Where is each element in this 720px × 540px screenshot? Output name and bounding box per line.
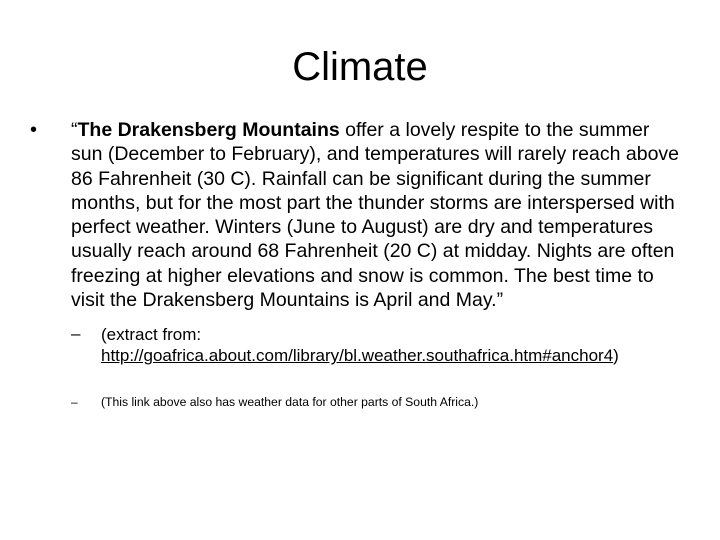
quote-open: “ — [71, 119, 78, 141]
slide-title: Climate — [292, 45, 428, 89]
source-subbullet — [30, 324, 680, 366]
bullet-marker: • — [30, 119, 38, 141]
bullet-text — [71, 118, 680, 312]
source-text — [101, 324, 680, 366]
source-suffix: ) — [613, 346, 619, 366]
main-bullet — [30, 118, 680, 312]
bullet-block — [30, 118, 680, 410]
source-link[interactable]: http://goafrica.about.com/library/bl.weather.southafrica.htm#anchor4 — [101, 346, 614, 366]
note-bullet-marker: – — [71, 395, 78, 410]
bold-lead: The Drakensberg Mountains — [77, 119, 340, 141]
sub-bullet-marker: – — [71, 324, 81, 344]
note-subbullet — [30, 394, 680, 410]
bullet-body: offer a lovely respite to the summer sun (December to February), and temperatures will rarely reach above 86 Fahrenheit (30 C). Rainfall can be significant during the summer months, but for the most part the thunder storms are interspersed with perfect weather. Winters (June to August) are dry and temperatures usually reach around 68 Fahrenheit (20 C) at midday. Nights are often freezing at higher elevations and snow is common. The best time to visit the Drakensberg Mountains is April and May.” — [71, 119, 680, 312]
note-text: (This link above also has weather data for other parts of South Africa.) — [101, 395, 479, 410]
source-prefix: (extract from: — [101, 325, 202, 345]
